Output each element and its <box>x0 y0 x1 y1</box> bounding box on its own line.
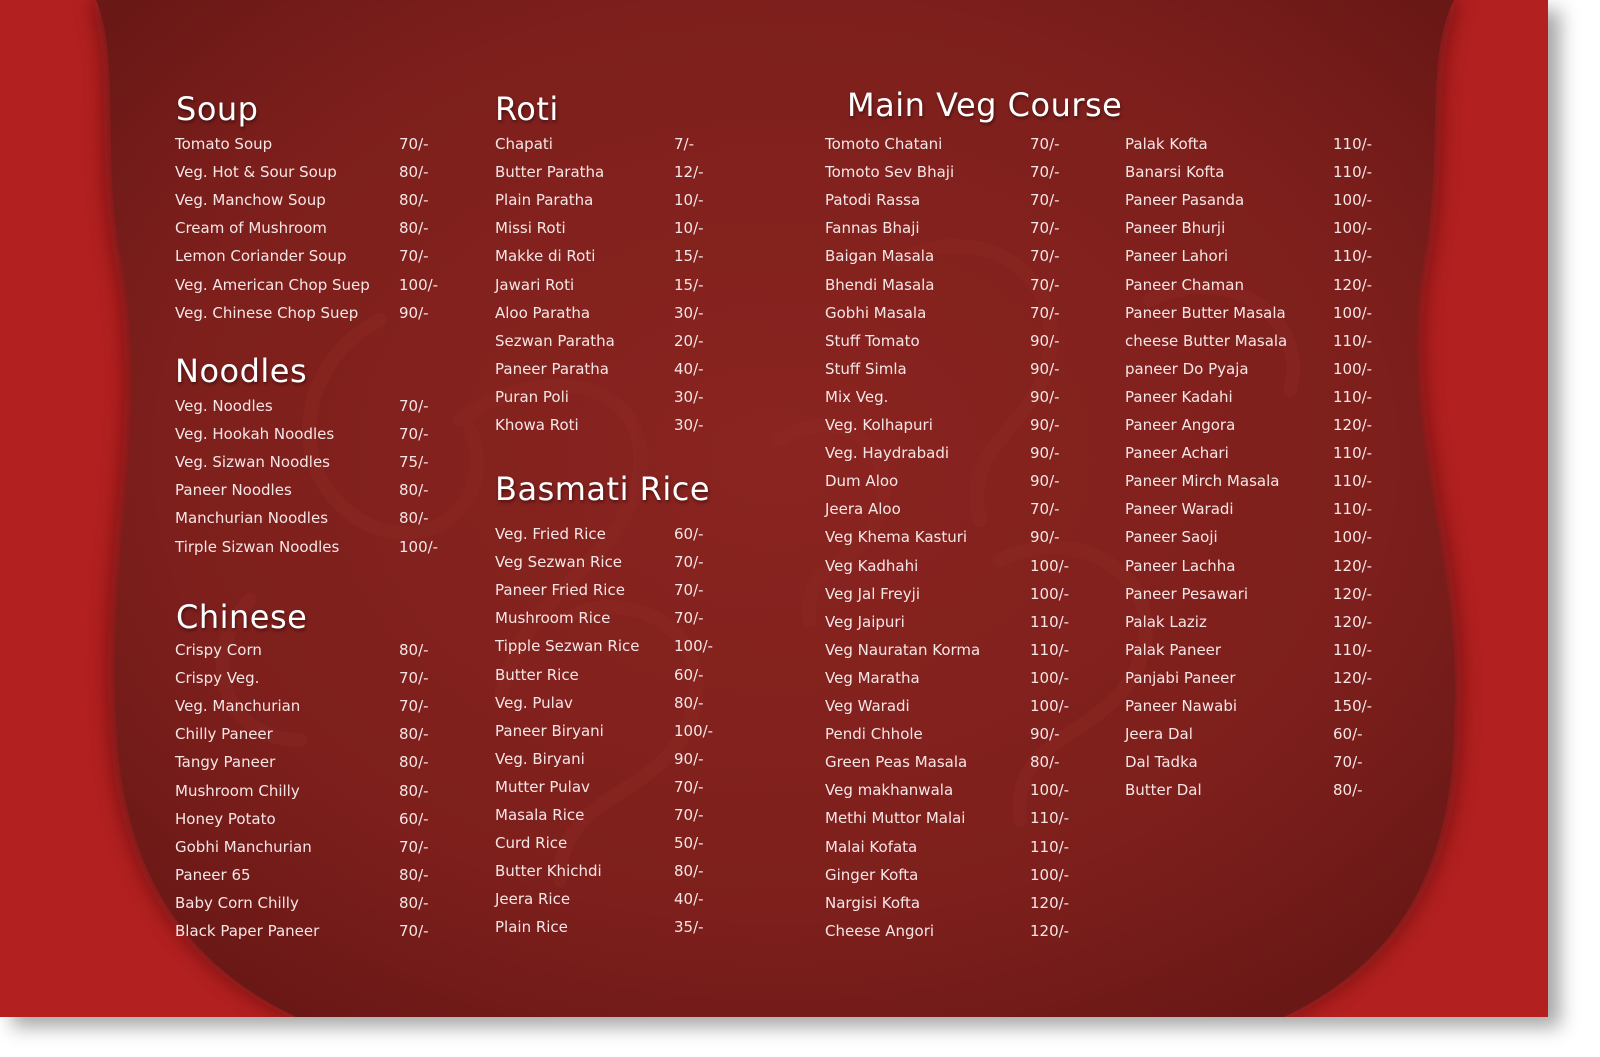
menu-item-name: Paneer Waradi <box>1125 500 1234 519</box>
menu-item-price: 70/- <box>399 397 429 415</box>
section-title-noodles: Noodles <box>175 352 308 390</box>
menu-item-price: 80/- <box>399 191 429 210</box>
menu-item-name: Tipple Sezwan Rice <box>495 637 640 656</box>
menu-item-price: 110/- <box>1333 331 1373 350</box>
menu-item-price: 80/- <box>1030 753 1060 772</box>
menu-item-price: 70/- <box>674 806 704 824</box>
menu-item-name: Veg Kadhahi <box>825 556 919 575</box>
menu-item-price: 7/- <box>674 135 695 153</box>
menu-item-price: 100/- <box>674 637 714 656</box>
menu-item-name: Jeera Aloo <box>825 500 901 519</box>
menu-item-name: Gobhi Manchurian <box>175 837 312 856</box>
menu-item-price: 110/- <box>1333 387 1373 406</box>
menu-item-name: Gobhi Masala <box>825 303 927 322</box>
section-title-chinese: Chinese <box>176 598 308 636</box>
menu-item-name: Palak Paneer <box>1125 640 1222 659</box>
menu-item-name: Veg. Fried Rice <box>495 525 606 543</box>
menu-item-name: Fannas Bhaji <box>825 219 920 238</box>
menu-item-name: Paneer Biryani <box>495 721 604 740</box>
menu-item-price: 70/- <box>399 669 429 688</box>
menu-item-price: 100/- <box>1333 219 1373 238</box>
menu-item-price: 120/- <box>1333 612 1373 631</box>
menu-item-price: 80/- <box>399 509 429 528</box>
menu-item-name: Manchurian Noodles <box>175 509 329 528</box>
menu-item-price: 70/- <box>674 581 704 600</box>
menu-item-price: 30/- <box>674 416 704 434</box>
menu-item-name: Veg. Hookah Noodles <box>175 425 335 444</box>
menu-item-price: 100/- <box>399 275 439 294</box>
menu-item-name: Chilly Paneer <box>175 725 273 744</box>
menu-item-price: 100/- <box>674 721 714 740</box>
menu-item-name: Veg. Manchurian <box>175 697 301 716</box>
menu-item-name: Nargisi Kofta <box>825 893 921 912</box>
menu-item-price: 120/- <box>1333 584 1373 603</box>
menu-item-price: 70/- <box>1030 191 1060 210</box>
menu-item-price: 100/- <box>1030 697 1070 715</box>
menu-item-price: 100/- <box>399 537 439 556</box>
menu-item-price: 20/- <box>674 331 704 350</box>
menu-item-price: 110/- <box>1333 247 1373 266</box>
menu-item-name: Paneer Nawabi <box>1125 697 1238 715</box>
menu-item-name: Butter Rice <box>495 665 579 684</box>
menu-item-name: Missi Roti <box>495 219 566 238</box>
menu-item-name: Mushroom Chilly <box>175 781 300 800</box>
menu-item-price: 100/- <box>1030 584 1070 603</box>
menu-item-name: Paneer Butter Masala <box>1125 303 1286 322</box>
menu-item-name: Tangy Paneer <box>175 753 276 772</box>
menu-item-name: cheese Butter Masala <box>1125 331 1288 350</box>
menu-item-name: Baigan Masala <box>825 247 935 266</box>
menu-item-price: 60/- <box>674 525 704 543</box>
menu-item-name: Butter Paratha <box>495 163 605 182</box>
menu-item-price: 70/- <box>1030 303 1060 322</box>
menu-item-price: 80/- <box>399 753 429 772</box>
menu-item-name: Stuff Simla <box>825 359 907 378</box>
menu-item-name: Mushroom Rice <box>495 609 611 628</box>
menu-item-name: Veg Jaipuri <box>825 612 905 631</box>
menu-item-price: 110/- <box>1030 640 1070 659</box>
menu-item-price: 10/- <box>674 219 704 238</box>
menu-item-price: 80/- <box>399 725 429 744</box>
menu-item-price: 60/- <box>1333 725 1363 744</box>
menu-item-name: Malai Kofata <box>825 837 918 856</box>
menu-item-price: 100/- <box>1333 528 1373 547</box>
menu-item-price: 110/- <box>1333 640 1373 659</box>
menu-item-name: Paneer Bhurji <box>1125 219 1226 238</box>
menu-item-price: 70/- <box>399 697 429 716</box>
menu-item-name: Paneer Pesawari <box>1125 584 1249 603</box>
menu-item-name: Veg. Noodles <box>175 397 273 415</box>
menu-item-name: Palak Kofta <box>1125 135 1208 153</box>
menu-item-price: 150/- <box>1333 697 1373 715</box>
menu-item-price: 80/- <box>399 641 429 659</box>
menu-item-name: Butter Khichdi <box>495 862 602 881</box>
menu-item-price: 100/- <box>1333 191 1373 210</box>
menu-item-price: 90/- <box>399 303 429 322</box>
menu-item-price: 100/- <box>1333 303 1373 322</box>
menu-item-name: Veg Jal Freyji <box>825 584 920 603</box>
menu-item-price: 90/- <box>1030 444 1060 463</box>
menu-item-name: Paneer 65 <box>175 865 251 884</box>
menu-item-price: 60/- <box>399 809 429 828</box>
menu-item-name: Veg Nauratan Korma <box>825 640 981 659</box>
menu-item-name: Paneer Mirch Masala <box>1125 472 1280 491</box>
menu-item-price: 100/- <box>1030 781 1070 800</box>
menu-item-price: 60/- <box>674 665 704 684</box>
menu-item-price: 70/- <box>1030 247 1060 266</box>
menu-item-name: Paneer Kadahi <box>1125 387 1233 406</box>
menu-item-price: 70/- <box>1333 753 1363 772</box>
menu-item-name: Butter Dal <box>1125 781 1202 800</box>
menu-item-price: 40/- <box>674 890 704 909</box>
menu-item-price: 90/- <box>1030 387 1060 406</box>
menu-item-price: 35/- <box>674 918 704 937</box>
menu-item-name: Veg. American Chop Suep <box>175 275 370 294</box>
menu-item-name: Veg. Manchow Soup <box>175 191 326 210</box>
menu-item-price: 80/- <box>399 781 429 800</box>
menu-item-name: Plain Paratha <box>495 191 594 210</box>
menu-item-price: 70/- <box>674 609 704 628</box>
menu-item-price: 90/- <box>1030 528 1060 547</box>
menu-item-price: 70/- <box>399 922 429 940</box>
menu-item-price: 40/- <box>674 359 704 378</box>
menu-item-name: paneer Do Pyaja <box>1125 359 1249 378</box>
menu-item-name: Veg. Biryani <box>495 749 585 768</box>
menu-item-name: Paneer Achari <box>1125 444 1229 463</box>
menu-item-price: 10/- <box>674 191 704 210</box>
menu-item-price: 110/- <box>1333 444 1373 463</box>
menu-item-name: Pendi Chhole <box>825 725 923 744</box>
menu-item-price: 90/- <box>1030 725 1060 744</box>
menu-item-price: 30/- <box>674 303 704 322</box>
menu-item-name: Crispy Veg. <box>175 669 260 688</box>
menu-item-name: Masala Rice <box>495 806 585 824</box>
menu-item-name: Baby Corn Chilly <box>175 893 299 912</box>
menu-item-price: 70/- <box>1030 135 1060 153</box>
menu-item-price: 70/- <box>399 425 429 444</box>
menu-item-name: Tirple Sizwan Noodles <box>175 537 340 556</box>
menu-item-name: Veg Waradi <box>825 697 910 715</box>
menu-item-name: Paneer Saoji <box>1125 528 1218 547</box>
menu-item-name: Bhendi Masala <box>825 275 935 294</box>
menu-item-name: Cheese Angori <box>825 921 935 940</box>
menu-item-price: 110/- <box>1333 163 1373 182</box>
menu-item-name: Veg. Kolhapuri <box>825 416 933 434</box>
menu-item-price: 15/- <box>674 275 704 294</box>
menu-item-name: Veg. Sizwan Noodles <box>175 453 330 472</box>
menu-item-price: 100/- <box>1333 359 1373 378</box>
menu-item-name: Black Paper Paneer <box>175 922 320 940</box>
menu-item-name: Paneer Lachha <box>1125 556 1236 575</box>
menu-item-name: Mutter Pulav <box>495 777 590 796</box>
menu-item-price: 80/- <box>1333 781 1363 800</box>
menu-item-name: Aloo Paratha <box>495 303 591 322</box>
menu-item-price: 75/- <box>399 453 429 472</box>
menu-item-name: Paneer Chaman <box>1125 275 1244 294</box>
menu-item-name: Curd Rice <box>495 834 568 853</box>
menu-item-price: 80/- <box>674 693 704 712</box>
menu-item-name: Honey Potato <box>175 809 276 828</box>
menu-item-name: Veg makhanwala <box>825 781 954 800</box>
menu-item-price: 90/- <box>1030 472 1060 491</box>
menu-item-price: 70/- <box>674 553 704 572</box>
menu-item-name: Paneer Noodles <box>175 481 292 500</box>
menu-item-name: Veg Khema Kasturi <box>825 528 968 547</box>
menu-item-name: Crispy Corn <box>175 641 262 659</box>
menu-item-name: Paneer Angora <box>1125 416 1236 434</box>
menu-item-price: 120/- <box>1333 275 1373 294</box>
menu-item-price: 70/- <box>1030 219 1060 238</box>
menu-item-price: 120/- <box>1030 921 1070 940</box>
menu-item-name: Paneer Pasanda <box>1125 191 1245 210</box>
menu-item-price: 100/- <box>1030 865 1070 884</box>
menu-item-name: Stuff Tomato <box>825 331 920 350</box>
menu-item-name: Banarsi Kofta <box>1125 163 1225 182</box>
menu-item-name: Tomoto Sev Bhaji <box>825 163 955 182</box>
menu-item-price: 120/- <box>1030 893 1070 912</box>
menu-item-name: Veg. Haydrabadi <box>825 444 950 463</box>
menu-item-name: Paneer Paratha <box>495 359 609 378</box>
menu-item-name: Ginger Kofta <box>825 865 919 884</box>
menu-item-name: Lemon Coriander Soup <box>175 247 347 266</box>
menu-item-price: 100/- <box>1030 668 1070 687</box>
menu-item-name: Paneer Lahori <box>1125 247 1229 266</box>
menu-item-price: 70/- <box>399 247 429 266</box>
menu-item-price: 110/- <box>1333 472 1373 491</box>
menu-item-name: Dal Tadka <box>1125 753 1198 772</box>
menu-item-name: Veg Sezwan Rice <box>495 553 623 572</box>
menu-item-name: Puran Poli <box>495 387 569 406</box>
menu-item-price: 12/- <box>674 163 704 182</box>
menu-item-name: Makke di Roti <box>495 247 596 266</box>
menu-item-price: 80/- <box>399 865 429 884</box>
menu-item-price: 90/- <box>1030 359 1060 378</box>
menu-item-price: 70/- <box>674 777 704 796</box>
menu-item-name: Green Peas Masala <box>825 753 968 772</box>
menu-item-price: 120/- <box>1333 416 1373 434</box>
menu-item-price: 110/- <box>1030 809 1070 828</box>
menu-item-price: 70/- <box>1030 500 1060 519</box>
section-title-soup: Soup <box>176 90 259 128</box>
menu-item-price: 90/- <box>674 749 704 768</box>
menu-item-price: 80/- <box>399 481 429 500</box>
menu-item-price: 80/- <box>399 893 429 912</box>
menu-item-name: Khowa Roti <box>495 416 579 434</box>
menu-item-name: Palak Laziz <box>1125 612 1207 631</box>
section-title-basmati-rice: Basmati Rice <box>495 470 711 508</box>
menu-item-name: Jawari Roti <box>495 275 575 294</box>
menu-item-name: Tomato Soup <box>175 135 273 153</box>
menu-item-name: Veg. Chinese Chop Suep <box>175 303 359 322</box>
menu-item-price: 70/- <box>399 837 429 856</box>
menu-item-price: 90/- <box>1030 331 1060 350</box>
menu-item-price: 100/- <box>1030 556 1070 575</box>
menu-item-name: Veg. Pulav <box>495 693 573 712</box>
menu-item-price: 110/- <box>1030 612 1070 631</box>
menu-item-name: Dum Aloo <box>825 472 899 491</box>
menu-item-name: Jeera Dal <box>1125 725 1193 744</box>
menu-item-name: Plain Rice <box>495 918 568 937</box>
menu-item-price: 80/- <box>399 163 429 182</box>
menu-item-name: Mix Veg. <box>825 387 889 406</box>
menu-item-price: 50/- <box>674 834 704 853</box>
menu-item-price: 110/- <box>1333 500 1373 519</box>
menu-item-price: 30/- <box>674 387 704 406</box>
menu-item-name: Sezwan Paratha <box>495 331 615 350</box>
menu-item-price: 70/- <box>1030 275 1060 294</box>
menu-item-name: Paneer Fried Rice <box>495 581 625 600</box>
section-title-roti: Roti <box>495 90 559 128</box>
menu-item-name: Cream of Mushroom <box>175 219 327 238</box>
menu-item-name: Patodi Rassa <box>825 191 921 210</box>
menu-item-name: Veg Maratha <box>825 668 920 687</box>
menu-item-name: Veg. Hot & Sour Soup <box>175 163 337 182</box>
menu-item-price: 80/- <box>674 862 704 881</box>
menu-item-price: 120/- <box>1333 668 1373 687</box>
menu-item-name: Chapati <box>495 135 553 153</box>
menu-item-price: 80/- <box>399 219 429 238</box>
section-title-main-veg-course: Main Veg Course <box>847 86 1123 124</box>
menu-item-price: 15/- <box>674 247 704 266</box>
menu-item-name: Tomoto Chatani <box>825 135 943 153</box>
menu-item-name: Jeera Rice <box>495 890 571 909</box>
menu-item-price: 110/- <box>1030 837 1070 856</box>
menu-item-price: 90/- <box>1030 416 1060 434</box>
menu-item-name: Methi Muttor Malai <box>825 809 966 828</box>
menu-item-price: 110/- <box>1333 135 1373 153</box>
menu-item-price: 120/- <box>1333 556 1373 575</box>
menu-item-name: Panjabi Paneer <box>1125 668 1236 687</box>
menu-item-price: 70/- <box>399 135 429 153</box>
menu-item-price: 70/- <box>1030 163 1060 182</box>
